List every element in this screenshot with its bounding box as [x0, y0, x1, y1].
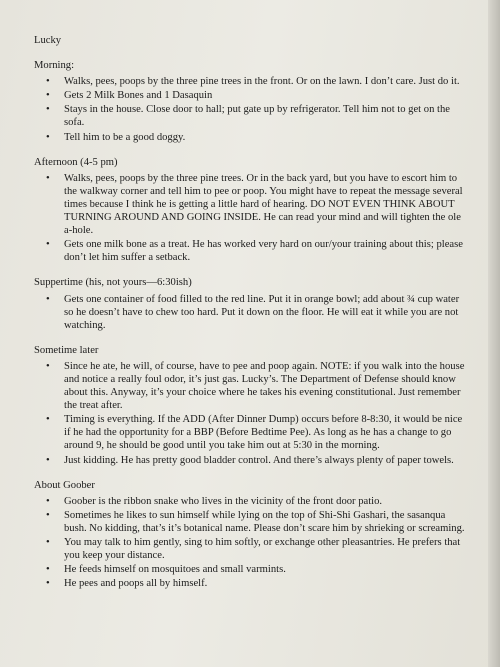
section-heading: Suppertime (his, not yours—6:30ish): [34, 277, 192, 289]
section-heading: About Goober: [34, 479, 95, 491]
list-item: • Walks, pees, poops by the three pine trees. Or in the back yard, but you have to escort him to the walkway corner and tell him to pee or poop. You might have to repeat the message several times because I think he is getting a little hard of hearing. DO NOT EVEN THINK ABOUT TURNING AROUND AND GOING INSIDE. He can read your mind and will tighten the ole a-hole.: [64, 172, 476, 237]
bullet-list: [34, 495, 476, 591]
section-heading: Afternoon (4-5 pm): [34, 156, 118, 168]
list-item: • Just kidding. He has pretty good bladder control. And there’s always plenty of paper towels.: [64, 454, 476, 467]
bullet-list: [34, 172, 476, 265]
section-4: [34, 479, 476, 591]
section-1: [34, 156, 476, 265]
list-item: • You may talk to him gently, sing to him softly, or exchange other pleasantries. He prefers that you keep your distance.: [64, 536, 476, 562]
list-item: • Stays in the house. Close door to hall; put gate up by refrigerator. Tell him not to get on the sofa.: [64, 103, 476, 129]
list-item: • Goober is the ribbon snake who lives in the vicinity of the front door patio.: [64, 495, 476, 508]
section-3: [34, 344, 476, 467]
list-item: • Gets one container of food filled to the red line. Put it in orange bowl; add about ¾ cup water so he doesn’t have to chew too hard. Put it down on the floor. He will eat it while you are not watching.: [64, 293, 476, 332]
bullet-list: [34, 293, 476, 332]
section-2: [34, 276, 476, 331]
bullet-list: [34, 360, 476, 467]
list-item: • He feeds himself on mosquitoes and small varmints.: [64, 563, 476, 576]
section-0: [34, 59, 476, 144]
document-title: Lucky: [34, 35, 62, 46]
list-item: • He pees and poops all by himself.: [64, 577, 476, 590]
list-item: • Since he ate, he will, of course, have to pee and poop again. NOTE: if you walk into the house and notice a really foul odor, it’s just gas. Lucky’s. The Department of Defense should know about this. Anyway, it’s your choice where he takes his evening constitutional. Just remember the treat after.: [64, 360, 476, 412]
list-item: • Tell him to be a good doggy.: [64, 131, 476, 144]
section-heading: Morning:: [34, 60, 75, 72]
section-heading: Sometime later: [34, 344, 99, 356]
list-item: • Walks, pees, poops by the three pine trees in the front. Or on the lawn. I don’t care. Just do it.: [64, 75, 476, 88]
list-item: • Sometimes he likes to sun himself while lying on the top of Shi-Shi Gashari, the sasanqua bush. No kidding, that’s it’s botanical name. Please don’t scare him by shrieking or screaming.: [64, 509, 476, 535]
list-item: • Gets one milk bone as a treat. He has worked very hard on our/your training about this; please don’t let him suffer a setback.: [64, 238, 476, 264]
bullet-list: [34, 75, 476, 143]
list-item: • Gets 2 Milk Bones and 1 Dasaquin: [64, 89, 476, 102]
list-item: • Timing is everything. If the ADD (After Dinner Dump) occurs before 8-8:30, it would be nice if he had the opportunity for a BBP (Before Bedtime Pee). As long as he has a change to go around 9, he should be good until you take him out at 5:30 in the morning.: [64, 413, 476, 452]
paper-edge: [488, 0, 500, 667]
document-body: [34, 59, 476, 590]
